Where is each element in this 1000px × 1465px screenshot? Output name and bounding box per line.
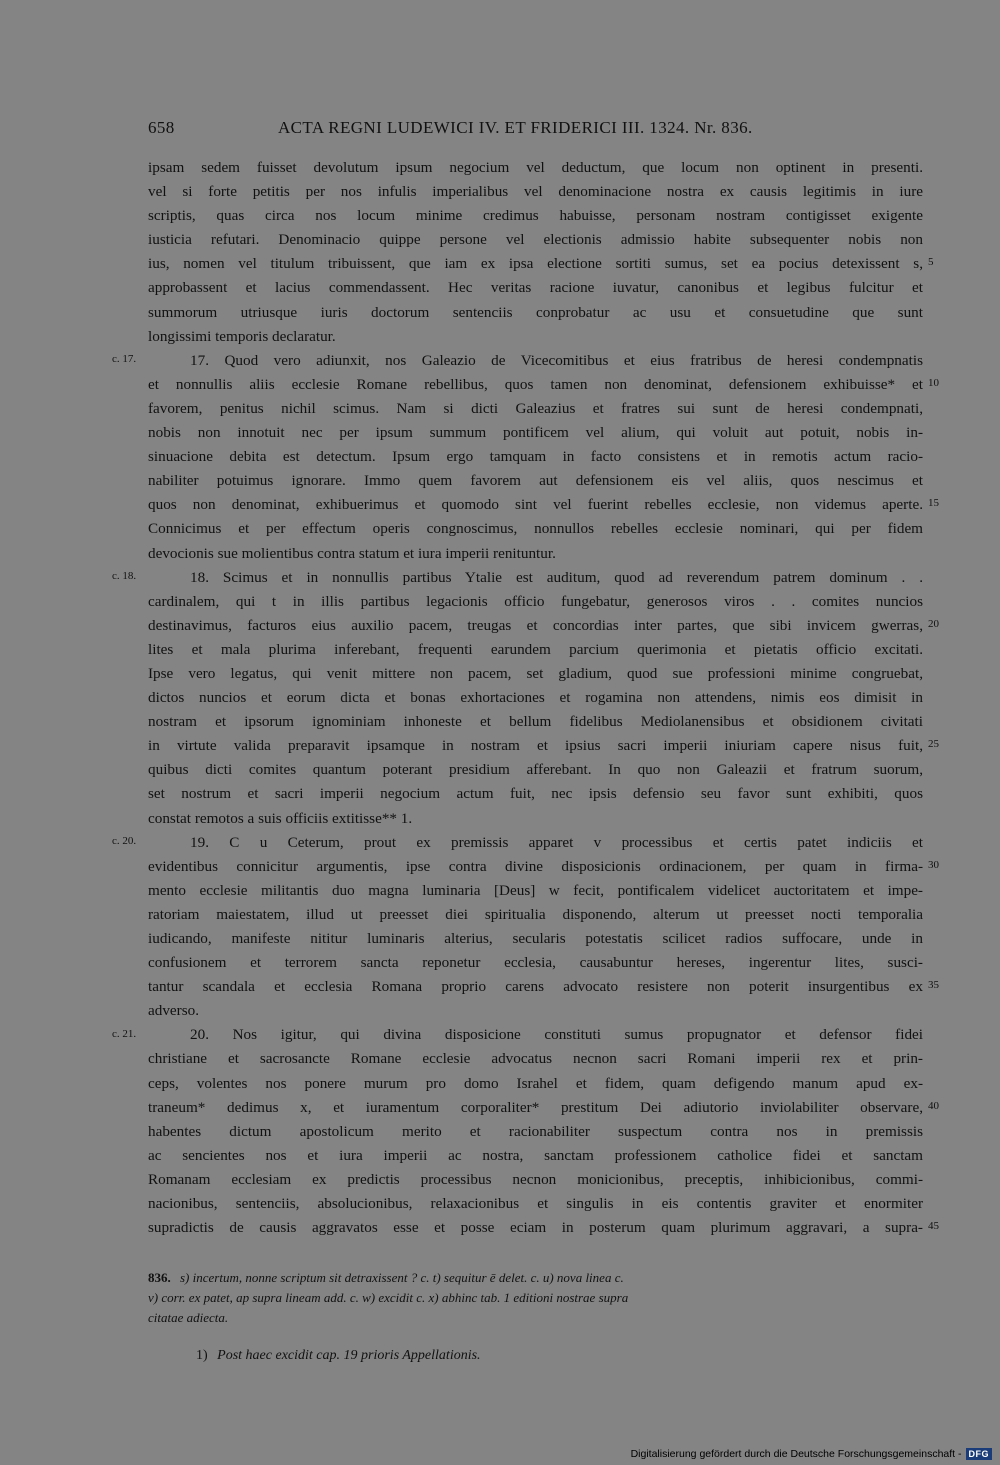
text-line: tantur scandala et ecclesia Romana proprio carens advocato resistere non poterit insurgentibus ex bbox=[148, 978, 923, 996]
body-text bbox=[148, 156, 923, 1240]
credit-text: Digitalisierung gefördert durch die Deutsche Forschungsgemeinschaft - bbox=[630, 1448, 962, 1460]
page-number: 658 bbox=[148, 118, 175, 137]
text-line: Romanam ecclesiam ex predictis processibus necnon monicionibus, preceptis, inhibicionibus, commi- bbox=[148, 1170, 923, 1188]
text-line: et nonnullis aliis ecclesie Romane rebellibus, quos tamen non denominat, defensionem exhibuisse* et bbox=[148, 375, 923, 393]
line-number-marginal: 5 bbox=[928, 256, 934, 269]
text-line: ius, nomen vel titulum tribuissent, que iam ex ipsa electione sortiti sumus, set ea pocius detexissent s, bbox=[148, 255, 923, 273]
line-number-marginal: 15 bbox=[928, 497, 939, 510]
text-line: dictos nuncios et eorum dicta et bonas exhortaciones et rogamina non attendens, nimis eos dimisit in bbox=[148, 689, 923, 707]
text-line: longissimi temporis declaratur. bbox=[148, 327, 336, 345]
text-line: adverso. bbox=[148, 1002, 200, 1020]
text-line: ipsam sedem fuisset devolutum ipsum negocium vel deductum, que locum non optinent in presenti. bbox=[148, 159, 923, 176]
line-number-marginal: 30 bbox=[928, 858, 939, 871]
text-line: lites et mala plurima inferebant, frequenti earundem parcium querimonia et pietatis officio excitati. bbox=[148, 640, 923, 658]
text-line: sinuacione debita est detectum. Ipsum ergo tamquam in facto consistens et in remotis actum racio- bbox=[148, 448, 923, 466]
text-line: iudicando, manifeste nititur luminaris alterius, secularis potestatis scilicet radios suffocare, unde in bbox=[148, 930, 923, 947]
text-line: approbassent et lacius commendassent. Hec veritas racione iuvatur, canonibus et legibus fulcitur et bbox=[148, 279, 923, 297]
line-number-marginal: 25 bbox=[928, 738, 939, 751]
footnote-1-text: Post haec excidit cap. 19 prioris Appellationis. bbox=[217, 1348, 481, 1363]
text-line: christiane et sacrosancte Romane ecclesie advocatus necnon sacri Romani imperii rex et prin- bbox=[148, 1050, 923, 1068]
text-line: 17. Quod vero adiunxit, nos Galeazio de Vicecomitibus et eius fratribus de heresi condempnatis bbox=[190, 351, 923, 369]
chapter-marginal: c. 20. bbox=[112, 834, 137, 847]
text-line: 19. C u Ceterum, prout ex premissis apparet v processibus et certis patet indiciis et bbox=[190, 833, 923, 851]
text-line: evidentibus connicitur argumentis, ipse contra divine disposicionis ordinacionem, per quam in firma- bbox=[148, 857, 923, 875]
text-line: iusticia refutari. Denominacio quippe persone vel electionis admissio habite subsequenter nobis non bbox=[148, 231, 923, 249]
chapter-marginal: c. 18. bbox=[112, 569, 137, 582]
text-line: vel si forte petitis per nos infulis imperialibus vel denominacione nostra ex causis legitimis in iure bbox=[148, 183, 923, 201]
text-line: scriptis, quas circa nos locum minime credimus habuisse, personam nostram contigisset exigente bbox=[148, 207, 923, 225]
text-line: devocionis sue molientibus contra statum et iura imperii renituntur. bbox=[148, 544, 556, 562]
line-number-marginal: 10 bbox=[928, 376, 939, 389]
text-line: quibus dicti comites quantum poterant presidium afferebant. In quo non Galeazii et fratrum suorum, bbox=[148, 761, 923, 779]
footnote-number: 836. bbox=[148, 1270, 171, 1285]
digitization-credit bbox=[631, 1448, 992, 1460]
text-line: cardinalem, qui t in illis partibus legacionis officio fungebatur, generosos viros . . comites nuncios bbox=[148, 592, 923, 610]
footnote-1 bbox=[196, 1348, 481, 1364]
text-line: traneum* dedimus x, et iuramentum corporaliter* prestitum Dei adiutorio inviolabiliter observare, bbox=[148, 1098, 923, 1116]
text-line: nacionibus, sentenciis, absolucionibus, relaxacionibus et singulis in eis contentis graviter et enormiter bbox=[148, 1195, 923, 1213]
line-number-marginal: 40 bbox=[928, 1099, 939, 1112]
text-line: 18. Scimus et in nonnullis partibus Ytalie est auditum, quod ad reverendum patrem dominum . . bbox=[190, 568, 923, 586]
text-line: summorum utriusque iuris doctorum sentenciis conprobatur ac usu et consuetudine que sunt bbox=[148, 303, 923, 321]
text-line: ratoriam maiestatem, illud ut preesset diei spiritualia disponendo, alterum ut preesset nocti temporalia bbox=[148, 905, 923, 923]
text-line: nabiliter potuimus ignorare. Immo quem favorem aut defensionem eis vel aliis, quos nescimus et bbox=[148, 472, 923, 490]
text-line: supradictis de causis aggravatos esse et posse eciam in posterum quam plurimum aggravari, a supra- bbox=[148, 1219, 923, 1237]
text-line: nostram et ipsorum ignominiam inhoneste et bellum fidelibus Mediolanensibus et obsidionem civitati bbox=[148, 713, 923, 731]
text-line: confusionem et terrorem sancta reponetur ecclesia, causabuntur hereses, ingerentur lites, susci- bbox=[148, 954, 923, 972]
footnote-line-1: v) corr. ex patet, ap supra lineam add. c. w) excidit c. x) abhinc tab. 1 editioni nostrae supra bbox=[148, 1290, 629, 1305]
line-number-marginal: 20 bbox=[928, 617, 939, 630]
text-line: Ipse vero legatus, qui venit mittere non pacem, set gladium, quod sue professioni minime congruebat, bbox=[148, 664, 923, 682]
text-line: destinavimus, facturos eius auxilio pacem, treugas et concordias inter partes, que sibi invicem gwerras, bbox=[148, 616, 923, 634]
text-line: in virtute valida preparavit ipsamque in nostram et ipsius sacri imperii iniuriam capere nisus fuit, bbox=[148, 737, 923, 755]
footnotes bbox=[148, 1268, 923, 1328]
chapter-marginal: c. 17. bbox=[112, 352, 137, 365]
running-title: ACTA REGNI LUDEWICI IV. ET FRIDERICI III. 1324. Nr. 836. bbox=[278, 118, 753, 137]
text-line: Connicimus et per effectum operis congnoscimus, nonnullos rebelles ecclesie nominari, qui per fidem bbox=[148, 520, 923, 538]
text-line: 20. Nos igitur, qui divina disposicione constituti sumus propugnator et defensor fidei bbox=[190, 1026, 923, 1044]
line-number-marginal: 35 bbox=[928, 979, 939, 992]
footnote-line-0 bbox=[148, 1268, 923, 1288]
footnote-1-mark: 1) bbox=[196, 1348, 208, 1363]
text-line: ac sencientes nos et iura imperii ac nostra, sanctam professionem catholice fidei et sanctam bbox=[148, 1146, 923, 1164]
text-line: habentes dictum apostolicum merito et racionabiliter suspectum contra nos in premissis bbox=[148, 1122, 923, 1140]
text-line: constat remotos a suis officiis extitisse** 1. bbox=[148, 809, 413, 827]
dfg-logo: DFG bbox=[966, 1448, 993, 1460]
text-line: ceps, volentes nos ponere murum pro domo Israhel et fidem, quam defigendo manum apud ex- bbox=[148, 1074, 923, 1092]
chapter-marginal: c. 21. bbox=[112, 1027, 137, 1040]
page-header bbox=[148, 118, 923, 142]
footnote-line-2: citatae adiecta. bbox=[148, 1310, 229, 1325]
line-number-marginal: 45 bbox=[928, 1220, 939, 1233]
text-line: nobis non innotuit nec per ipsum summum pontificem vel alium, qui voluit aut potuit, nobis in- bbox=[148, 424, 923, 442]
text-line: favorem, penitus nichil scimus. Nam si dicti Galeazius et fratres sui sunt de heresi condempnati, bbox=[148, 399, 923, 417]
text-line: mento ecclesie militantis duo magna luminaria [Deus] w fecit, pontificalem videlicet auctoritatem et impe- bbox=[148, 881, 923, 899]
text-line: set nostrum et sacri imperii negocium actum fuit, nec ipsis defensio seu favor sunt exhibiti, quos bbox=[148, 785, 923, 803]
footnote-text: s) incertum, nonne scriptum sit detraxissent ? c. t) sequitur ē delet. c. u) nova linea c. bbox=[180, 1270, 624, 1285]
text-line: quos non denominat, exhibuerimus et quomodo sint vel fuerint rebelles ecclesie, non videmus aperte. bbox=[148, 496, 923, 514]
